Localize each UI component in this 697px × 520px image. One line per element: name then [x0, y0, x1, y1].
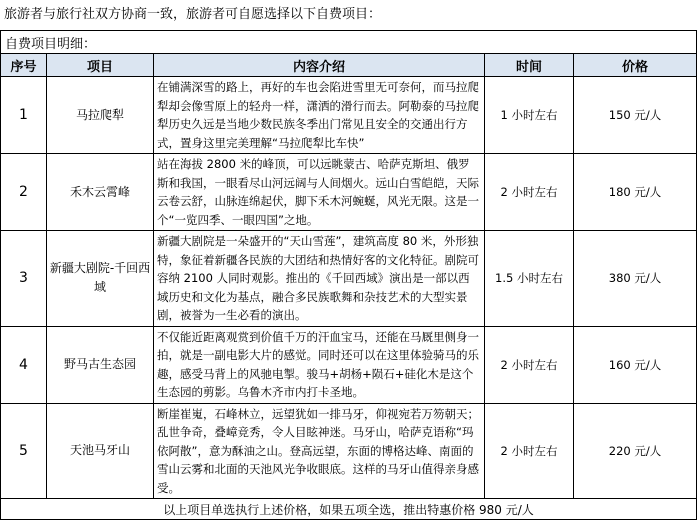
row-desc-text: 站在海拔 2800 米的峰顶，可以远眺蒙古、哈萨克斯坦、俄罗斯和我国，一眼看尽山河远阔与人间烟火。远山白雪皑皑，天际云卷云舒，山脉连绵起伏，脚下禾木河蜿蜒，风光无限。这是一个“一览四季、一眼四国”之地。: [157, 157, 479, 227]
row-item: 野马古生态园: [47, 326, 154, 403]
table-row: [1, 154, 697, 231]
row-price: 220 元/人: [574, 403, 697, 499]
row-desc-text: 新疆大剧院是一朵盛开的“天山雪莲”，建筑高度 80 米，外形独特，象征着新疆各民族的大团结和热情好客的文化特征。剧院可容纳 2100 人同时观影。推出的《千回西域》演出是一部以西域历史和文化为基点，融合多民族歌舞和杂技艺术的大型实景剧，被誉为一生必看的演出。: [157, 234, 479, 322]
row-item: 马拉爬犁: [47, 77, 154, 154]
row-desc: [154, 154, 485, 231]
row-time: 1 小时左右: [485, 77, 574, 154]
row-time: 2 小时左右: [485, 154, 574, 231]
row-num: 5: [1, 403, 47, 499]
row-desc: [154, 231, 485, 327]
row-desc-text: 不仅能近距离观赏到价值千万的汗血宝马，还能在马厩里侧身一拍，就是一副电影大片的感觉。同时还可以在这里体验骑马的乐趣，感受马背上的风驰电掣。骏马+胡杨+陨石+硅化木是这个生态园的剪影。乌鲁木齐市内打卡圣地。: [157, 329, 479, 399]
row-item: 禾木云霄峰: [47, 154, 154, 231]
row-desc: [154, 326, 485, 403]
table-title: 自费项目明细：: [1, 31, 697, 54]
header-time: 时间: [485, 54, 574, 77]
row-desc: [154, 403, 485, 499]
row-desc-text: 断崖崔嵬，石峰林立，远望犹如一排马牙，仰视宛若万笏朝天；乱世争奇，叠嶂竞秀，令人目眩神迷。马牙山，哈萨克语称“玛依阿散”，意为酥油之山。登高远望，东面的博格达峰、南面的雪山云雾和北面的天池风光争收眼底。这样的马牙山值得亲身感受。: [157, 406, 479, 495]
intro-text: 旅游者与旅行社双方协商一致，旅游者可自愿选择以下自费项目：: [4, 7, 382, 22]
row-num: 1: [1, 77, 47, 154]
table-header-row: [1, 54, 697, 77]
row-num: 2: [1, 154, 47, 231]
table-footer-row: [1, 499, 697, 520]
row-price: 150 元/人: [574, 77, 697, 154]
table-row: [1, 231, 697, 327]
row-price: 180 元/人: [574, 154, 697, 231]
header-item: 项目: [47, 54, 154, 77]
header-desc: 内容介绍: [154, 54, 485, 77]
row-price: 380 元/人: [574, 231, 697, 327]
table-footer: 以上项目单选执行上述价格，如果五项全选，推出特惠价格 980 元/人: [1, 499, 697, 520]
table-row: [1, 77, 697, 154]
table-row: [1, 403, 697, 499]
table-title-row: [1, 31, 697, 54]
table-row: [1, 326, 697, 403]
row-time: 2 小时左右: [485, 326, 574, 403]
self-pay-items-table: [0, 30, 697, 520]
row-desc-text: 在铺满深雪的路上，再好的车也会陷进雪里无可奈何，而马拉爬犁却会像雪原上的轻舟一样，潇洒的滑行而去。阿勒泰的马拉爬犁历史久远是当地少数民族冬季出门常见且安全的交通出行方式，置身这里完美理解“马拉爬犁比车快”: [157, 80, 479, 150]
header-price: 价格: [574, 54, 697, 77]
row-desc: [154, 77, 485, 154]
row-num: 4: [1, 326, 47, 403]
row-price: 160 元/人: [574, 326, 697, 403]
row-time: 2 小时左右: [485, 403, 574, 499]
row-item: 天池马牙山: [47, 403, 154, 499]
header-num: 序号: [1, 54, 47, 77]
row-item: 新疆大剧院-千回西域: [47, 231, 154, 327]
row-num: 3: [1, 231, 47, 327]
row-time: 1.5 小时左右: [485, 231, 574, 327]
